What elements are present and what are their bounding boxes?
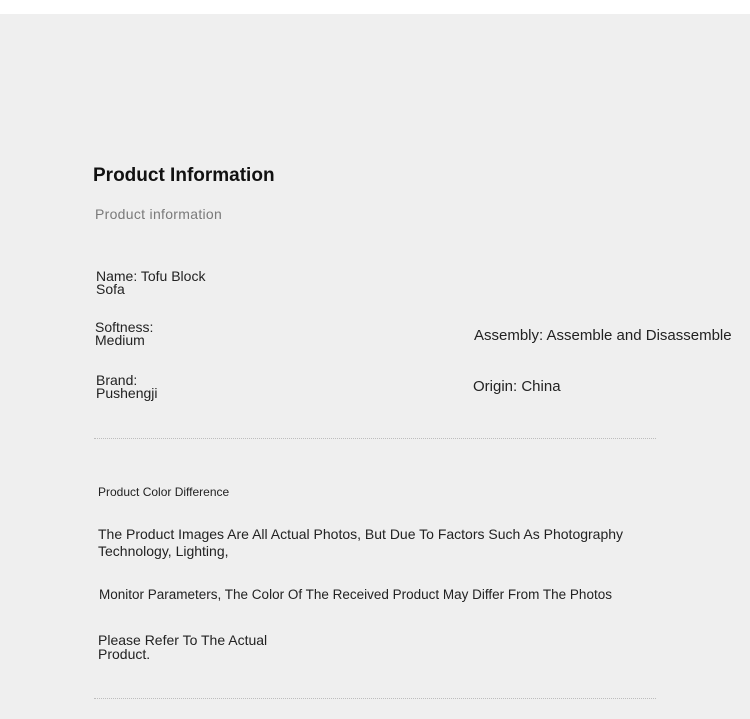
color-difference-text-2: Monitor Parameters, The Color Of The Received Product May Differ From The Photos xyxy=(99,587,612,602)
section-title: Product Information xyxy=(93,165,275,186)
attr-name: Name: Tofu Block Sofa xyxy=(96,268,206,297)
attr-assembly: Assembly: Assemble and Disassemble xyxy=(474,327,732,344)
attr-origin: Origin: China xyxy=(473,378,561,395)
divider xyxy=(94,698,656,699)
divider xyxy=(94,438,656,439)
color-difference-text-3: Please Refer To The Actual Product. xyxy=(98,632,268,662)
section-subtitle: Product information xyxy=(95,206,223,222)
attr-brand: Brand: Pushengji xyxy=(96,372,158,401)
color-difference-text-1: The Product Images Are All Actual Photos, But Due To Factors Such As Photography Technology, Lighting, xyxy=(98,526,624,559)
product-info-panel xyxy=(0,14,750,719)
color-difference-title: Product Color Difference xyxy=(98,485,230,499)
attr-softness: Softness: Medium xyxy=(95,319,154,348)
